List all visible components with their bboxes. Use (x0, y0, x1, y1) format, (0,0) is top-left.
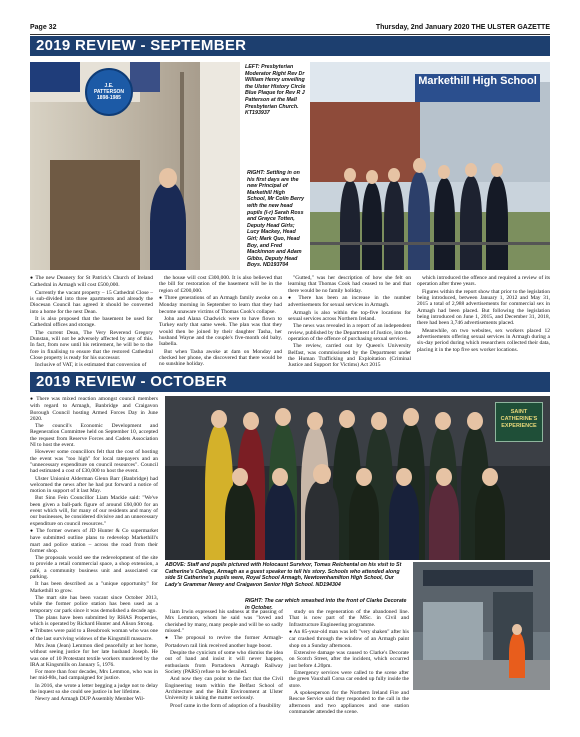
october-column-3 (289, 609, 409, 717)
article-paragraph: Figures within the report show that prior to the legislation being introduced, between January 1, 2012 and May 31, 2015 a total of 2,988 advertisements for commercial sex in Armagh had been placed. But following the legislation being introduced on June 1, 2015, and December 31, 2018, there had been 3,746 advertisements placed. (417, 288, 550, 327)
blue-plaque (85, 68, 133, 116)
article-paragraph: ● Tributes were paid to a Bessbrook woman who was one of the last surviving widows of the Kingsmill massacre. (30, 628, 158, 642)
article-paragraph: Armagh is also within the top-five locations for sexual services across Northern Ireland. (288, 309, 411, 323)
article-paragraph: Emergency services were called to the scene after the green Vauxhall Corsa car ended up fully inside the store. (289, 670, 409, 689)
car-crash-caption: RIGHT: The car which smashed into the front of Clarke Decorate in October. (245, 598, 407, 611)
page-number: Page 32 (30, 24, 57, 31)
article-paragraph: Proof came in the form of adoption of a feasibility (170, 702, 281, 709)
september-banner: 2019 REVIEW - SEPTEMBER (30, 36, 550, 56)
article-paragraph: The current Dean, The Very Reverend Gregory Dunstan, will not be adversely affected by any of this. In fact, from now until his retirement, he will be to the fore in finalising to ensure that the restored Cathedral Close property is ready for his successor. (30, 329, 153, 362)
article-paragraph: For more than four decades, Mrs Lemmon, who was in her mid-80s, had campaigned for justice. (30, 669, 158, 682)
plaque-unveiling-photo (30, 62, 240, 270)
article-paragraph: Currently the vacant property – 15 Cathedral Close – is sub-divided into three apartments and already the Diocesan Council has agreed it should be converted into a home for the next Dean. (30, 289, 153, 315)
article-paragraph: The mart site has been vacant since October 2013, while the former police station has been used as a temporary car park since it was demolished a decade ago. (30, 594, 158, 614)
october-banner: 2019 REVIEW - OCTOBER (30, 372, 550, 392)
article-paragraph: The news was revealed in a report of an independent review, published by the Department of Justice, into the operation of the offence of purchasing sexual services. (288, 323, 411, 343)
page-header (30, 22, 550, 35)
article-paragraph: Inclusive of VAT, it is estimated that conversion of (35, 362, 147, 369)
plaque-caption: LEFT: Presbyterian Moderator Right Rev Dr William Henry unveiling the Ulster History Circle Blue Plaque for Rev R J Patterson at the Mall Presbyterian Church. KT193937 (245, 64, 306, 117)
article-paragraph: The council's Economic Development and Regeneration Committee held on September 10, accepted the request from Reserve Forces and Cadets Association NI to host the event. (30, 423, 158, 449)
article-paragraph: Mrs Jean (Jean) Lemmon died peacefully at her home, without seeing justice for her late husband Joseph. He was one of 10 Protestant textile workers murdered by the IRA at Kingsmills on January 5, 1976. (30, 642, 158, 668)
october-column-2 (165, 609, 283, 710)
article-paragraph: The review, carried out by Queen's University Belfast, was commissioned by the Department under the Human Trafficking and Exploitation (Criminal Justice and Support for Victims) Act 2015 (288, 343, 411, 369)
dateline: Thursday, 2nd January 2020 THE ULSTER GAZETTE (375, 24, 550, 31)
article-paragraph: A spokesperson for the Northern Ireland Fire and Rescue Service said they responded to the call in the afternoon and two appliances and one station commander attended the scene. (289, 690, 409, 716)
article-paragraph: liam Irwin expressed his sadness at the passing of Mrs Lemmon, whom he said was "loved and cherished by many, many people and will be so sadly missed." (165, 609, 283, 635)
holocaust-visit-caption: ABOVE: Staff and pupils pictured with Holocaust Survivor, Tomas Reichental on his visit to St Catherine's College, Armagh as a guest speaker to tell his story. Schools who attended along side St Catherine's pupils were, Royal School Armagh, Newtownhamilton High School, Our Lady's Grammar Newry and Craigavon Senior High School. ND194304 (165, 562, 402, 588)
st-catherines-group-photo (165, 396, 550, 560)
article-paragraph: But Sinn Fein Councillor Liam Mackle said: "We've been given a ball-park figure of around £60,000 for an event which will, for many of our residents and many of our businesses, be considered divisive and an unnecessary expenditure on council resources." (30, 495, 158, 527)
article-paragraph: Meanwhile, on two websites, sex workers placed 12 advertisements offering sexual services in Armagh during a six-day period during which researchers collected their data, placing it in the top five sex worker locations. (417, 327, 550, 353)
article-paragraph: ● There was mixed reaction amongst council members with regard to Armagh, Banbridge and Craigavon Borough Council hosting Armed Forces Day in June 2020. (30, 396, 158, 422)
october-column-1 (30, 396, 158, 704)
september-column-4 (417, 275, 550, 354)
article-paragraph: "Gutted," was her description of how she felt on learning that Thomas Cook had ceased to be and that there would be no family holiday. (288, 275, 411, 294)
article-paragraph: ● There has been an increase in the number advertisements for sexual services in Armagh. (288, 295, 411, 309)
article-paragraph: ● An 85-year-old man was left "very shaken" after his car crashed through the window of an Armagh paint shop on a Sunday afternoon. (289, 629, 409, 649)
article-paragraph: study on the regeneration of the abandoned line. That is now part of the MSc. in Civil and Infrastructure Engineering programme. (289, 609, 409, 628)
september-column-3 (288, 275, 411, 370)
article-paragraph: Ulster Unionist Alderman Glenn Barr (Banbridge) had welcomed the news after he had put forward a notice of motion in support of it last May. (30, 475, 158, 495)
st-catherines-badge (495, 402, 543, 442)
september-column-2 (159, 275, 282, 369)
school-caption: RIGHT: Settling in on his first days are the new Principal of Markethill High School, Mr Colin Berry with the new head pupils (l-r) Sarah Ross and Grayce Totten, Deputy Head Girls; Lucy Mackey, Head Girl; Mark Quo, Head Boy, and Fred Mackinnon and Adam Gibbs, Deputy Head Boys. ND193704 (247, 170, 305, 269)
article-paragraph: The plans have been submitted by RHAS Properties, which is operated by Richard Hunter and Alison Strong. (30, 614, 158, 628)
september-column-1 (30, 275, 153, 370)
article-paragraph: ● The former owners of JD Hunter & Co supermarket have submitted outline plans to redevelop Markethill's mart and police station – across the road from their former shop. (30, 528, 158, 554)
school-sign: Markethill High School (415, 74, 540, 102)
article-paragraph: which introduced the offence and required a review of its operation after three years. (417, 275, 550, 288)
article-paragraph: Extensive damage was caused to Clarke's Decorate on Scotch Street, after the incident, which occurred just before 4.20pm. (289, 650, 409, 669)
article-paragraph: But when Tasha awoke at 4am on Monday and checked her phone, she discovered that there would be no sunshine holiday. (159, 348, 282, 368)
article-paragraph: ● Three generations of an Armagh family awoke on a Monday morning in September to learn that they had become unaware victims of Thomas Cook's collapse. (159, 295, 282, 315)
article-paragraph: the house will cost £300,000. It is also believed that the bill for restoration of the basement will be in the region of £200,000. (159, 275, 282, 294)
article-paragraph: It is also proposed that the basement be used for Cathedral offices and storage. (30, 316, 153, 329)
article-paragraph: Newry and Armagh DUP Assembly Member Wil- (35, 696, 145, 703)
article-paragraph: John and Alana Chadwick were to have flown to Turkey early that same week. The plan was that they would then be joined by their daughter Tasha, her husband Wayne and the couple's five-month old baby, Isabella. (159, 316, 282, 348)
badge-text: SAINT CATHERINE'S EXPERIENCE (500, 409, 538, 429)
plaque-text: J.E. PATTERSON 1898-1985 (93, 83, 125, 101)
car-crash-photo (413, 562, 550, 690)
article-paragraph: It has been described as a "unique opportunity" for Markethill to grow. (30, 581, 158, 594)
article-paragraph: The proposals would see the redevelopment of the site to provide a retail commercial space, a shop extension, a café, a community business unit and associated car parking. (30, 555, 158, 581)
markethill-school-photo (310, 62, 550, 270)
article-paragraph: However some councillors felt that the cost of hosting the event was "too high" for local ratepayers and an "unnecessary expenditure on council resources". Council had estimated a cost of £30,000 to host the event. (30, 449, 158, 475)
article-paragraph: In 2016, she wrote a letter begging a judge not to delay the inquest so she could see justice in her lifetime. (30, 682, 158, 696)
article-paragraph: ● The proposal to revive the former Armagh-Portadown rail link received another huge boost. (165, 635, 283, 649)
article-paragraph: Despite the cynicism of some who dismiss the idea out of hand and insist it will never happen, enthusiasts from Portadown Armagh Railway Society (PARS) refuse to be derailed. (165, 650, 283, 676)
article-paragraph: ● The new Deanery for St Patrick's Church of Ireland Cathedral in Armagh will cost £500,000. (30, 275, 153, 289)
article-paragraph: And now they can point to the fact that the Civil Engineering team within the Belfast School of Architecture and the Built Environment at Ulster University is taking the matter seriously. (165, 676, 283, 702)
